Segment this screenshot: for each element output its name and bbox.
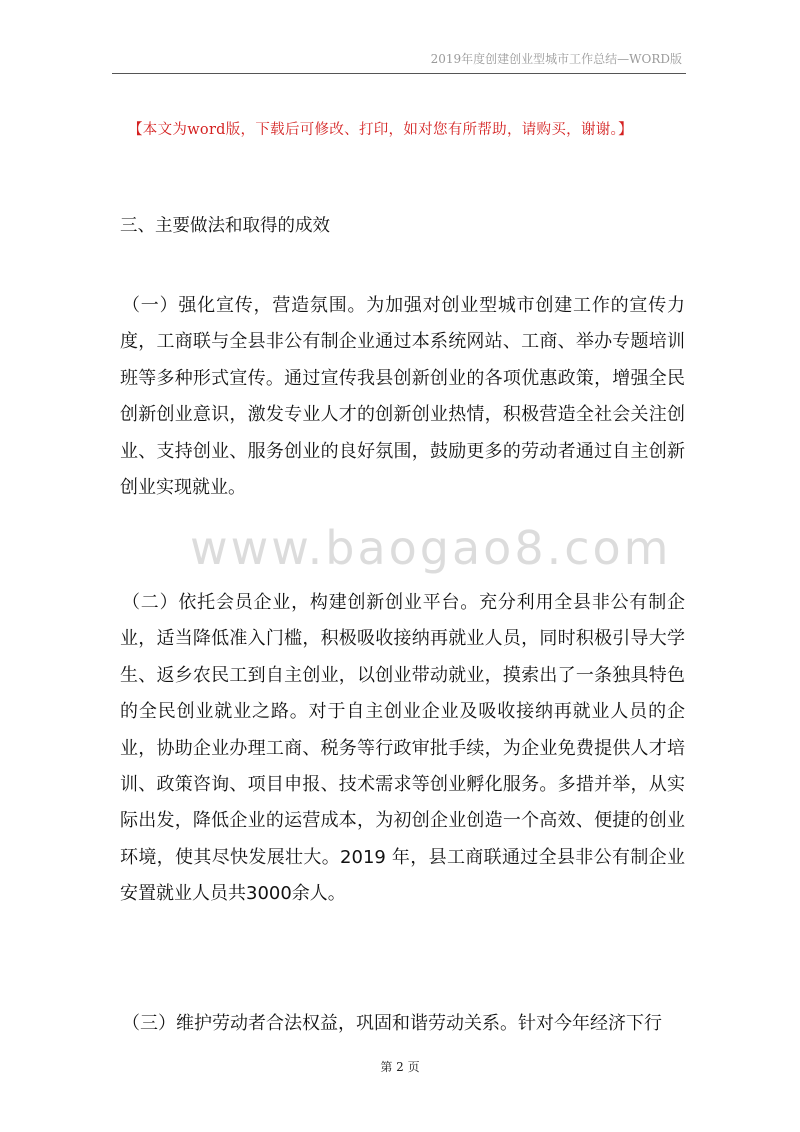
paragraph-labor-rights-text: （三）维护劳动者合法权益，巩固和谐劳动关系。针对今年经济下行 [122, 1013, 662, 1034]
purchase-notice: 【本文为word版，下载后可修改、打印，如对您有所帮助，请购买，谢谢。】 [128, 122, 633, 138]
paragraph-member-enterprises: （二）依托会员企业，构建创新创业平台。充分利用全县非公有制企业，适当降低准入门槛，积极吸收接纳再就业人员，同时积极引导大学生、返乡农民工到自主创业，以创业带动就业，摸索出了一条独具特色的全民创业就业之路。对于自主创业企业及吸收接纳再就业人员的企业，协助企业办理工商、税务等行政审批手续，为企业免费提供人才培训、政策咨询、项目申报、技术需求等创业孵化服务。多措并举，从实际出发，降低企业的运营成本，为初创企业创造一个高效、便捷的创业环境，使其尽快发展壮大。2019 年，县工商联通过全县非公有制企业安置就业人员共3000余人。 [120, 592, 685, 905]
paragraph-publicity: （一）强化宣传，营造氛围。为加强对创业型城市创建工作的宣传力度，工商联与全县非公有制企业通过本系统网站、工商、举办专题培训班等多种形式宣传。通过宣传我县创新创业的各项优惠政策，增强全民创新创业意识，激发专业人才的创新创业热情，积极营造全社会关注创业、支持创业、服务创业的良好氛围，鼓励更多的劳动者通过自主创新创业实现就业。 [120, 295, 685, 499]
header-divider [112, 73, 686, 74]
watermark: www.baogao8.com [190, 521, 672, 575]
section-heading: 三、主要做法和取得的成效 [120, 216, 330, 236]
paragraph-labor-rights [120, 1006, 685, 1042]
page-number: 第 2 页 [380, 1060, 420, 1074]
header-title: 2019年度创建创业型城市工作总结—WORD版 [430, 52, 682, 66]
